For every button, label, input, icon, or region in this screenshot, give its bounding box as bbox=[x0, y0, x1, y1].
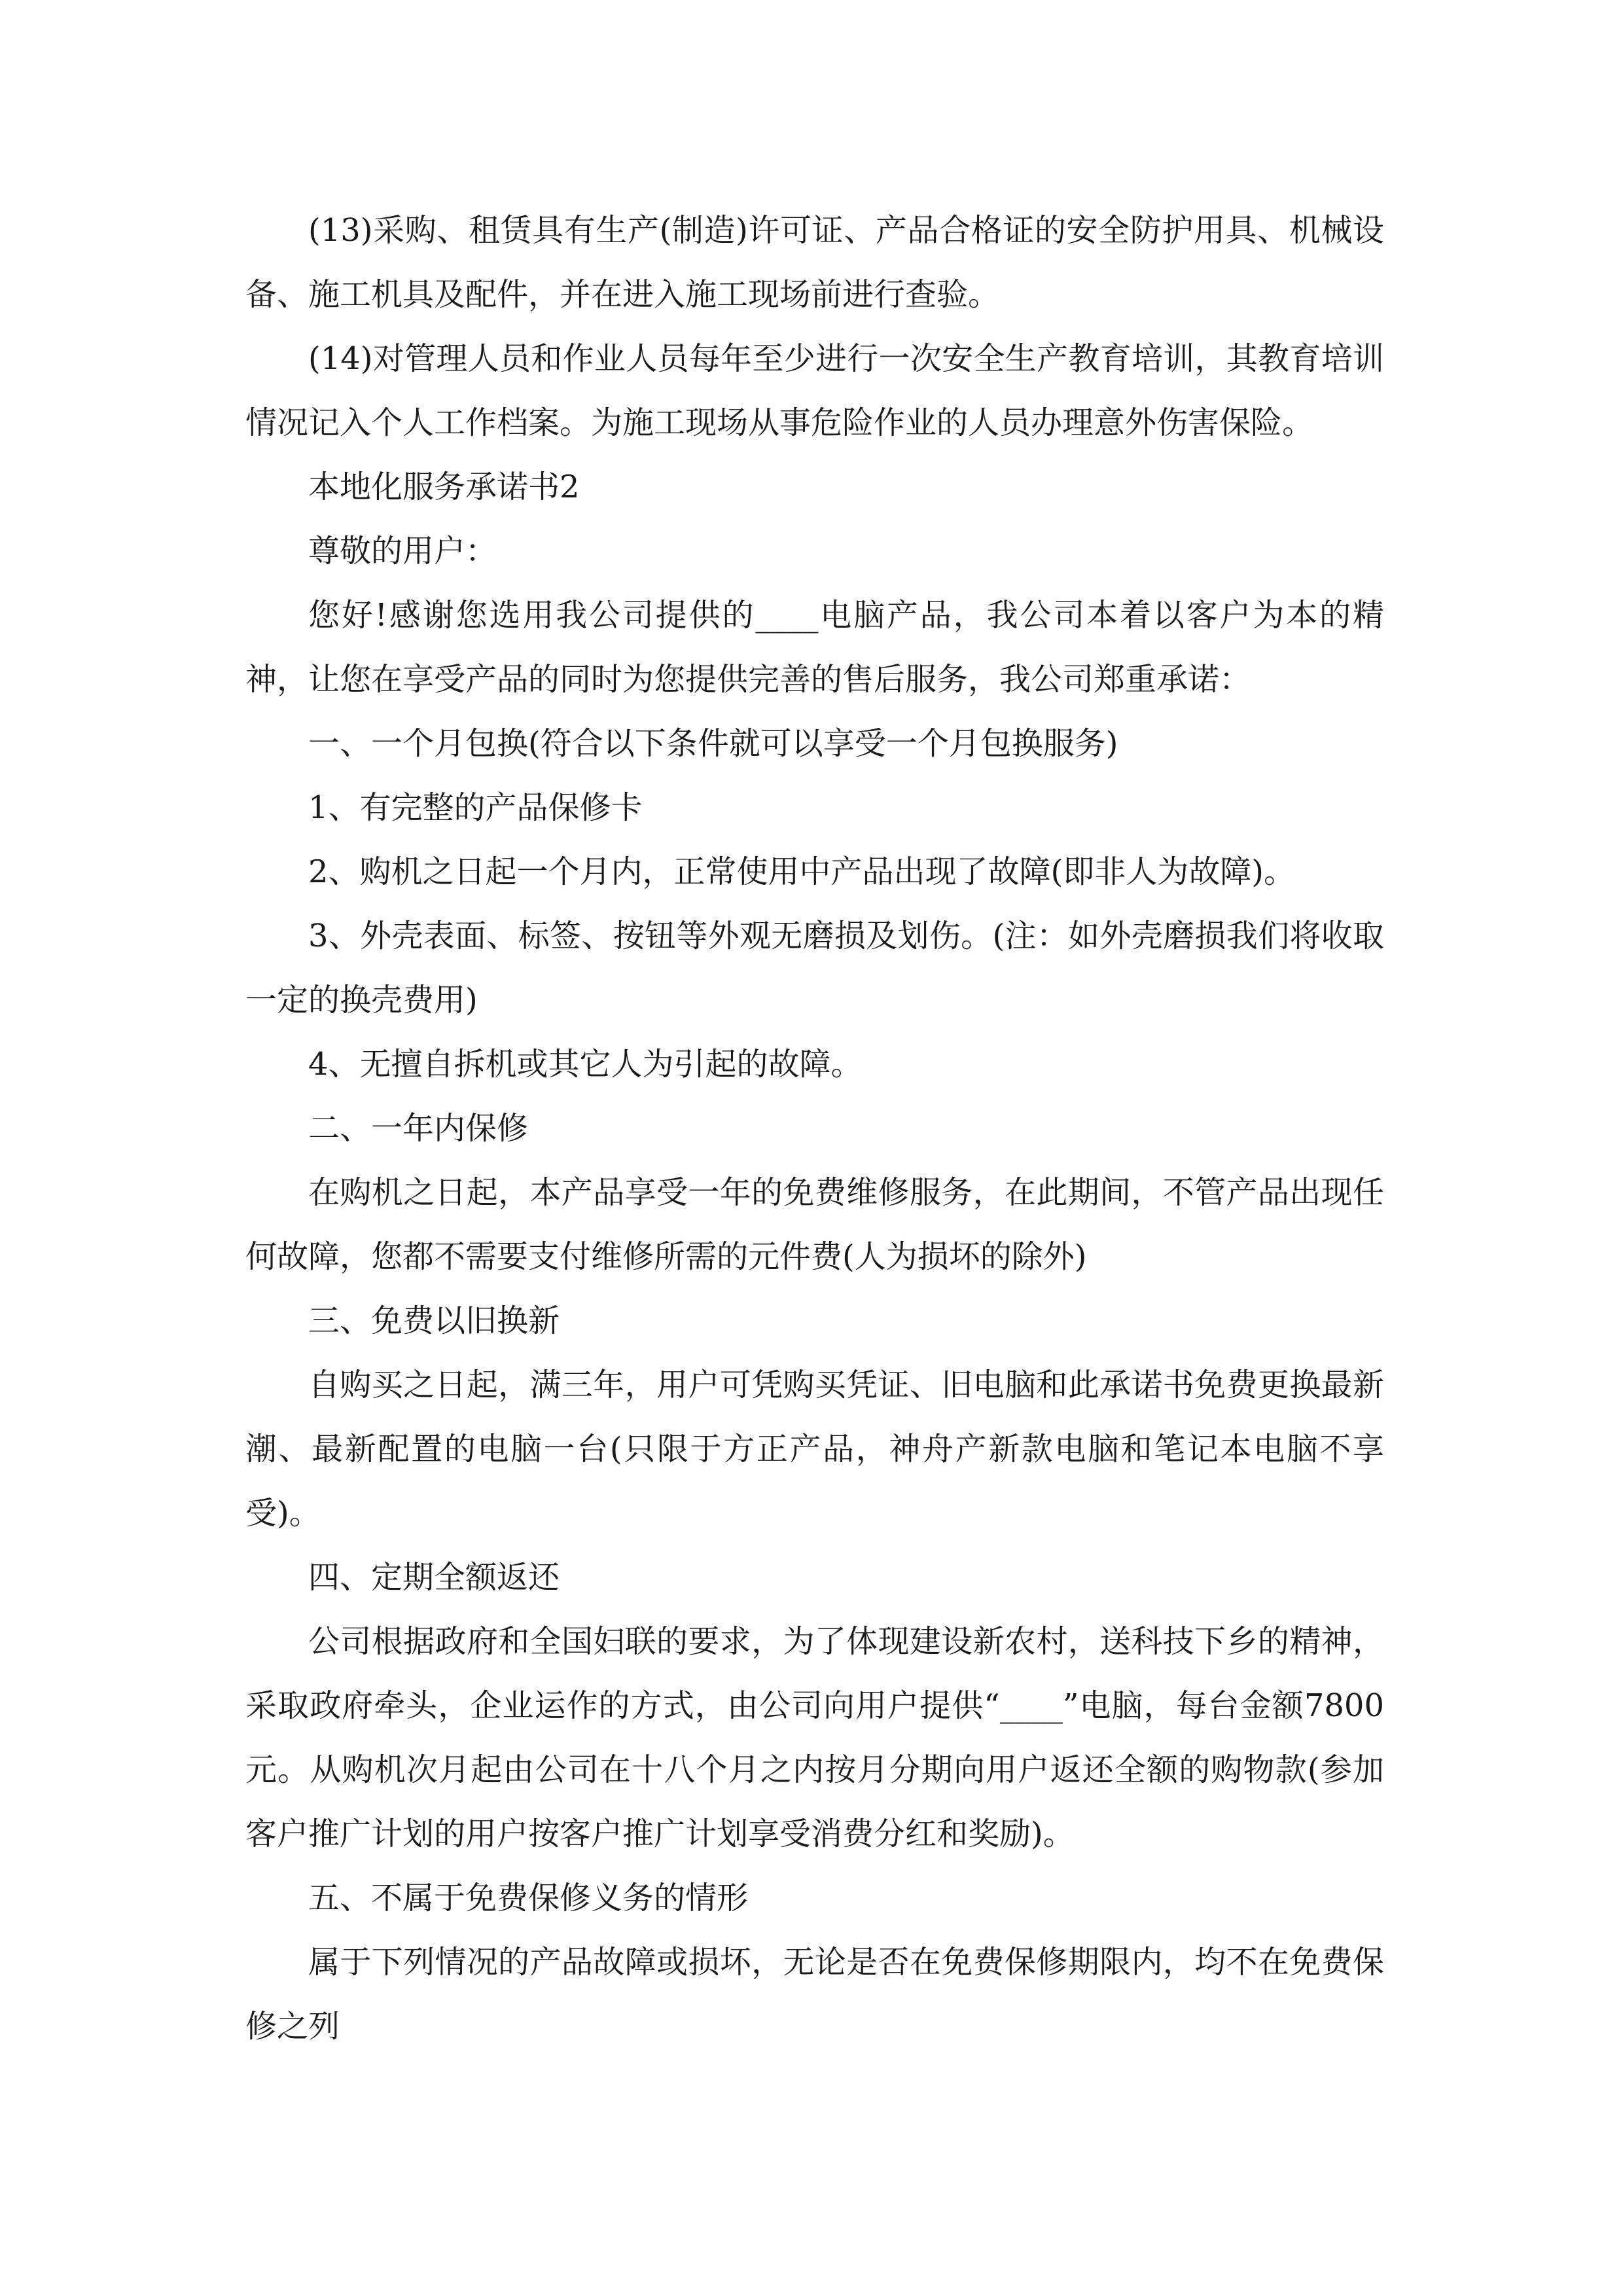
condition-item-4: 4、无擅自拆机或其它人为引起的故障。 bbox=[308, 1046, 863, 1083]
section-heading-5: 五、不属于免费保修义务的情形 bbox=[308, 1880, 749, 1916]
paragraph-14-training: (14)对管理人员和作业人员每年至少进行一次安全生产教育培训，其教育培训情况记入个人工作档案。为施工现场从事危险作业的人员办理意外伤害保险。 bbox=[245, 340, 1384, 441]
salutation: 尊敬的用户： bbox=[308, 533, 497, 569]
section-heading-1: 一、一个月包换(符合以下条件就可以享受一个月包换服务) bbox=[308, 725, 1118, 762]
section-heading-4: 四、定期全额返还 bbox=[308, 1559, 560, 1596]
intro-paragraph: 您好!感谢您选用我公司提供的____电脑产品，我公司本着以客户为本的精神，让您在享受产品的同时为您提供完善的售后服务，我公司郑重承诺： bbox=[245, 597, 1384, 698]
condition-item-3: 3、外壳表面、标签、按钮等外观无磨损及划伤。(注：如外壳磨损我们将收取一定的换壳费用) bbox=[245, 918, 1384, 1018]
warranty-paragraph: 在购机之日起，本产品享受一年的免费维修服务，在此期间，不管产品出现任何故障，您都不需要支付维修所需的元件费(人为损坏的除外) bbox=[245, 1174, 1384, 1275]
trade-in-paragraph: 自购买之日起，满三年，用户可凭购买凭证、旧电脑和此承诺书免费更换最新潮、最新配置的电脑一台(只限于方正产品，神舟产新款电脑和笔记本电脑不享受)。 bbox=[245, 1367, 1384, 1532]
condition-item-1: 1、有完整的产品保修卡 bbox=[308, 789, 643, 826]
section-heading-2: 二、一年内保修 bbox=[308, 1110, 529, 1147]
section-heading-3: 三、免费以旧换新 bbox=[308, 1302, 560, 1339]
exclusion-paragraph: 属于下列情况的产品故障或损坏，无论是否在免费保修期限内，均不在免费保修之列 bbox=[245, 1944, 1384, 2045]
paragraph-13-procurement: (13)采购、租赁具有生产(制造)许可证、产品合格证的安全防护用具、机械设备、施工机具及配件，并在进入施工现场前进行查验。 bbox=[245, 212, 1384, 313]
document-title: 本地化服务承诺书2 bbox=[308, 469, 580, 505]
refund-paragraph: 公司根据政府和全国妇联的要求，为了体现建设新农村，送科技下乡的精神，采取政府牵头，企业运作的方式，由公司向用户提供“____”电脑，每台金额7800元。从购机次月起由公司在十八个月之内按月分期向用户返还全额的购物款(参加客户推广计划的用户按客户推广计划享受消费分红和奖励)。 bbox=[245, 1623, 1384, 1852]
document-body bbox=[245, 198, 1384, 2058]
condition-item-2: 2、购机之日起一个月内，正常使用中产品出现了故障(即非人为故障)。 bbox=[308, 853, 1295, 890]
